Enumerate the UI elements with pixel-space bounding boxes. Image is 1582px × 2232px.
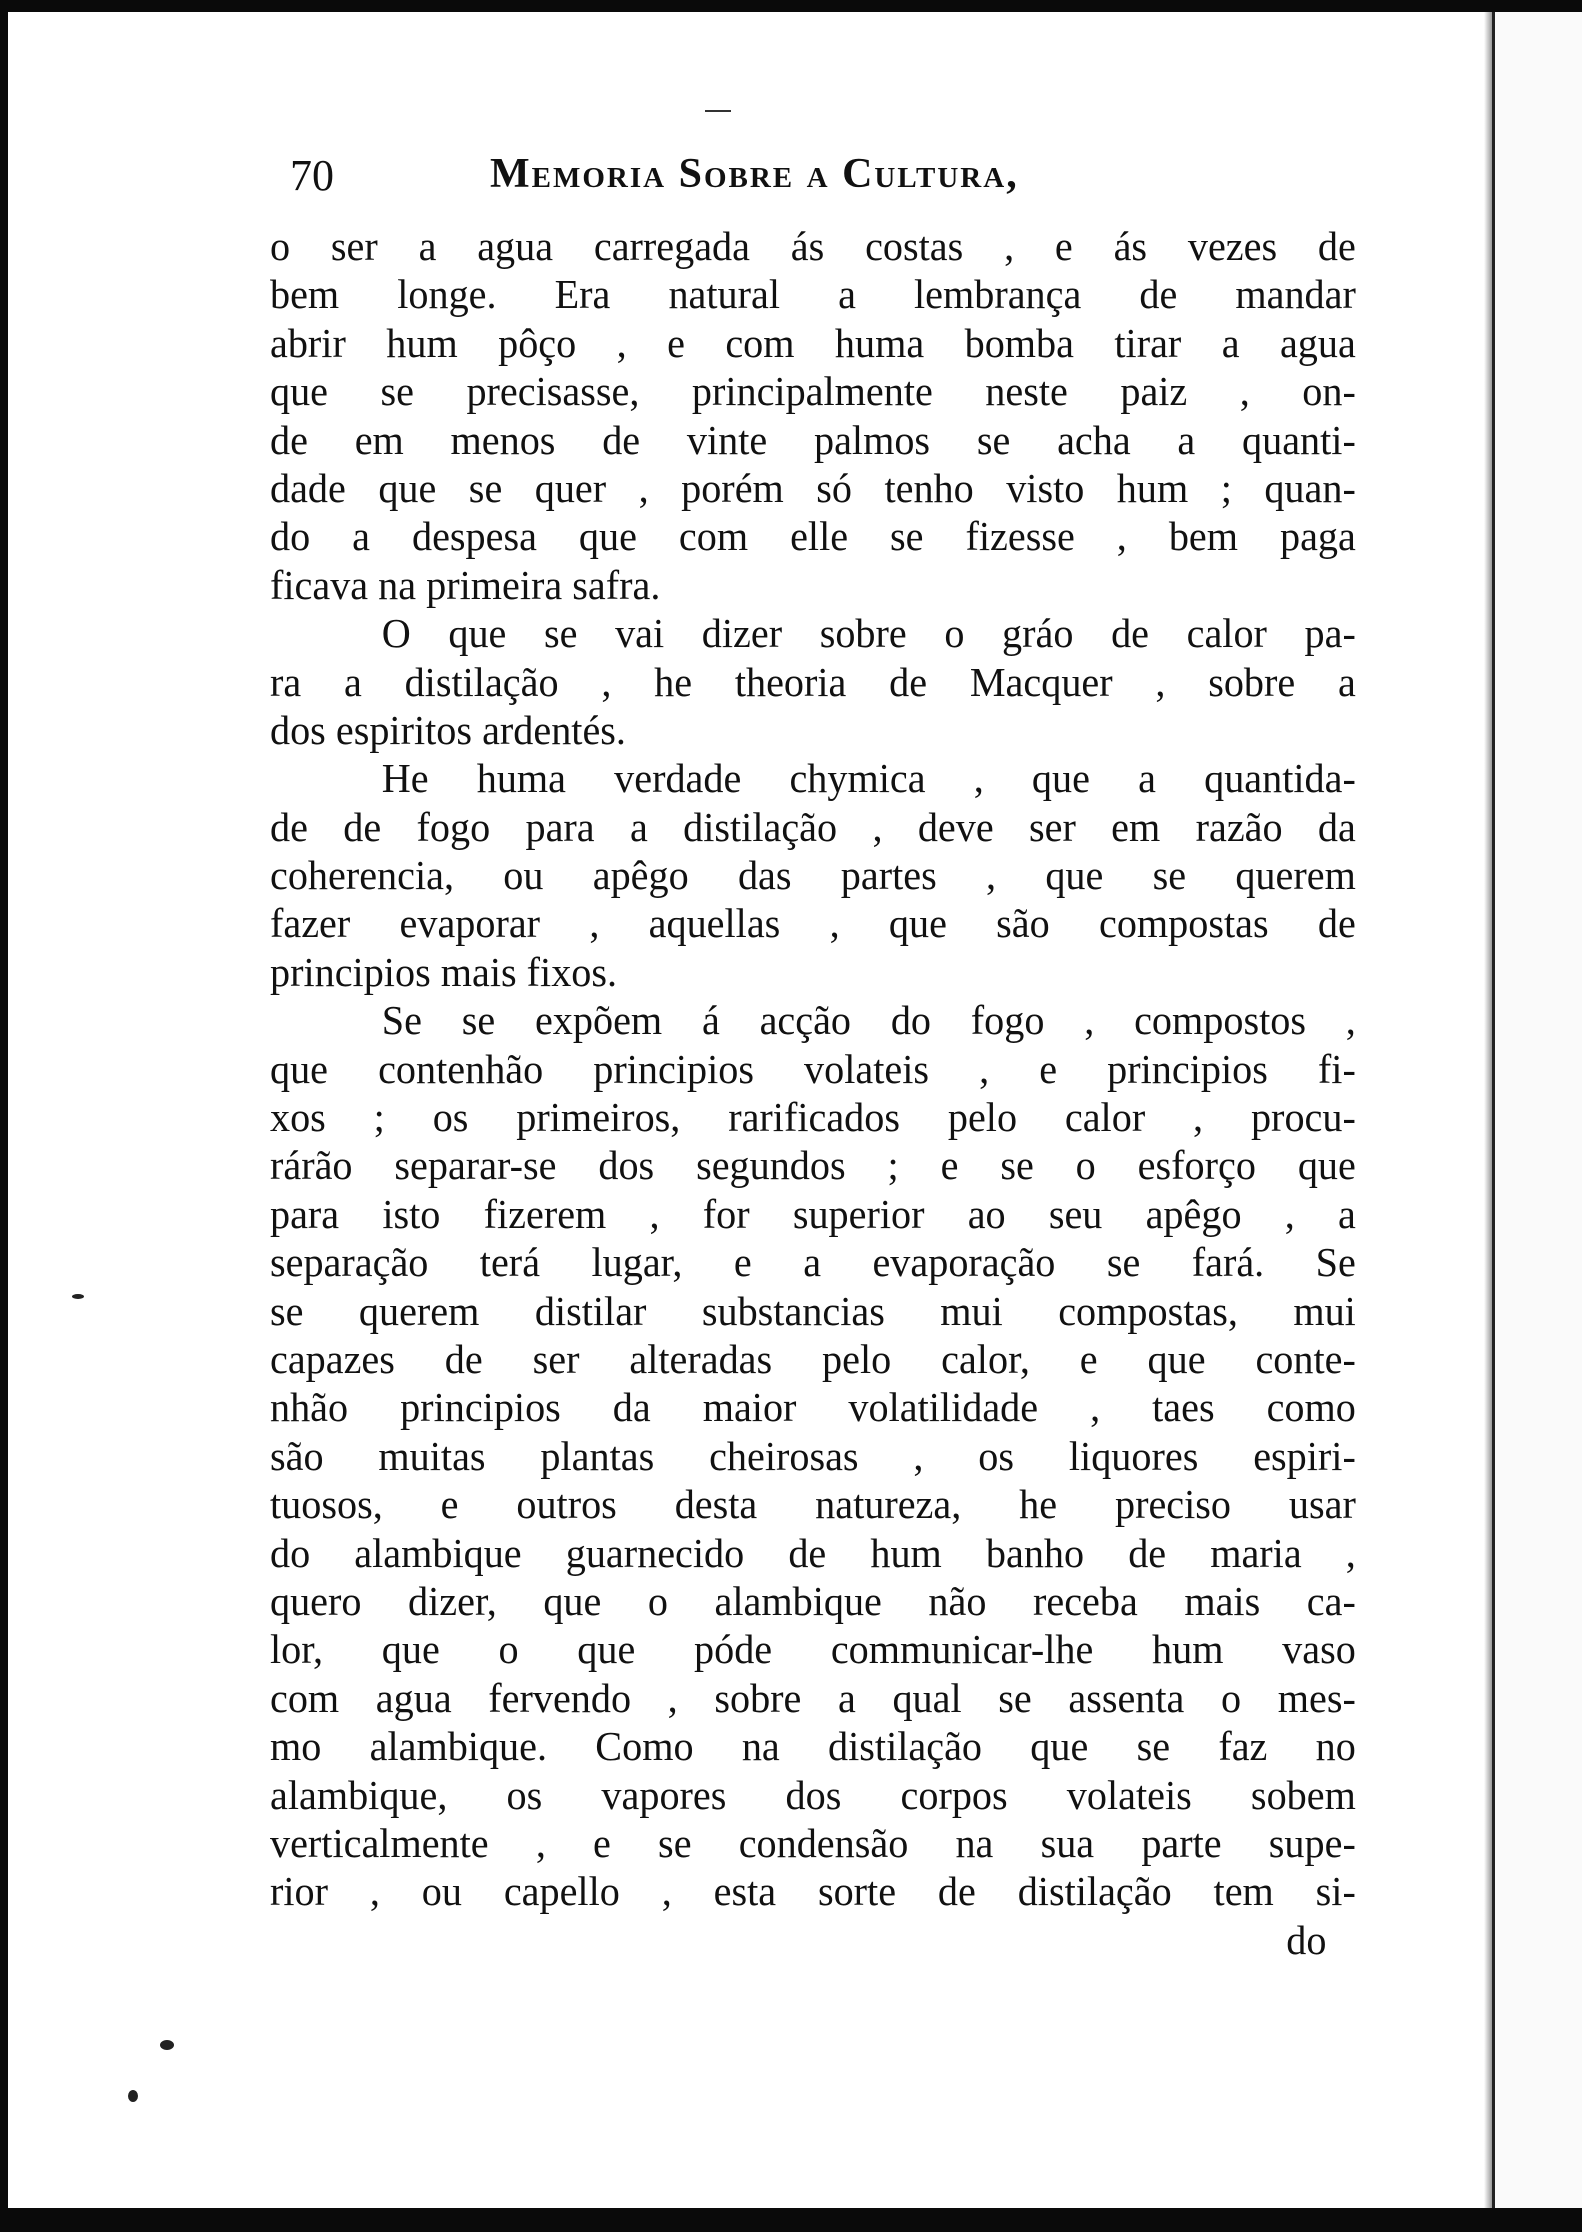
text-line: quero dizer, que o alambique não receba mais ca- — [270, 1577, 1356, 1624]
ink-speck — [128, 2090, 138, 2102]
text-line: verticalmente , e se condensão na sua parte supe- — [270, 1819, 1356, 1866]
text-line: se querem distilar substancias mui compostas, mui — [270, 1287, 1356, 1334]
text-line: separação terá lugar, e a evaporação se fará. Se — [270, 1239, 1356, 1286]
text-line: de em menos de vinte palmos se acha a quanti- — [270, 416, 1356, 463]
text-line: ficava na primeira safra. — [270, 561, 661, 608]
scan-border-bottom — [0, 2208, 1582, 2232]
text-line: capazes de ser alteradas pelo calor, e que conte- — [270, 1335, 1356, 1382]
text-line: para isto fizerem , for superior ao seu apêgo , a — [270, 1190, 1356, 1237]
text-line: Se se expõem á acção do fogo , compostos , — [381, 997, 1356, 1044]
text-line: tuosos, e outros desta natureza, he preciso usar — [270, 1481, 1356, 1528]
text-line: He huma verdade chymica , que a quantida- — [381, 755, 1356, 802]
top-rule — [705, 110, 731, 112]
running-title: Memoria Sobre a Cultura, — [490, 151, 1019, 197]
text-line: lor, que o que póde communicar-lhe hum vaso — [270, 1626, 1356, 1673]
text-line: rárão separar-se dos segundos ; e se o esforço que — [270, 1142, 1356, 1189]
ink-speck — [160, 2040, 174, 2050]
text-line: dos espiritos ardentés. — [270, 706, 626, 753]
text-line: rior , ou capello , esta sorte de distilação tem si- — [270, 1868, 1356, 1915]
text-line: bem longe. Era natural a lembrança de mandar — [270, 271, 1356, 318]
page-edge-shadow — [1484, 12, 1492, 2208]
text-line: nhão principios da maior volatilidade , taes como — [270, 1384, 1356, 1431]
body-text — [270, 222, 1378, 1964]
text-line: são muitas plantas cheirosas , os liquores espiri- — [270, 1432, 1356, 1479]
text-line: O que se vai dizer sobre o gráo de calor pa- — [381, 610, 1356, 657]
facing-page-edge — [1492, 12, 1582, 2208]
scan-border-left — [0, 0, 8, 2232]
text-line: mo alambique. Como na distilação que se faz no — [270, 1723, 1356, 1770]
ink-speck — [72, 1294, 84, 1299]
text-line: do a despesa que com elle se fizesse , bem paga — [270, 513, 1356, 560]
text-line: alambique, os vapores dos corpos volateis sobem — [270, 1771, 1356, 1818]
scan-border-top — [0, 0, 1582, 12]
text-line: o ser a agua carregada ás costas , e ás vezes de — [270, 223, 1356, 269]
text-line: abrir hum pôço , e com huma bomba tirar a agua — [270, 319, 1356, 366]
text-line: fazer evaporar , aquellas , que são compostas de — [270, 900, 1356, 947]
text-line: coherencia, ou apêgo das partes , que se querem — [270, 852, 1356, 899]
text-line: principios mais fixos. — [270, 948, 618, 995]
text-line: dade que se quer , porém só tenho visto hum ; quan- — [270, 464, 1356, 511]
text-line: de de fogo para a distilação , deve ser em razão da — [270, 803, 1356, 850]
running-head — [290, 150, 1190, 210]
text-line: que contenhão principios volateis , e principios fi- — [270, 1045, 1356, 1092]
text-line: do alambique guarnecido de hum banho de maria , — [270, 1529, 1356, 1576]
text-line: com agua fervendo , sobre a qual se assenta o mes- — [270, 1674, 1356, 1721]
text-line: xos ; os primeiros, rarificados pelo calor , procu- — [270, 1094, 1356, 1141]
catchword: do — [1286, 1916, 1327, 1963]
text-line: ra a distilação , he theoria de Macquer , sobre a — [270, 658, 1356, 705]
text-line: que se precisasse, principalmente neste paiz , on- — [270, 368, 1356, 415]
page-number: 70 — [290, 151, 334, 200]
